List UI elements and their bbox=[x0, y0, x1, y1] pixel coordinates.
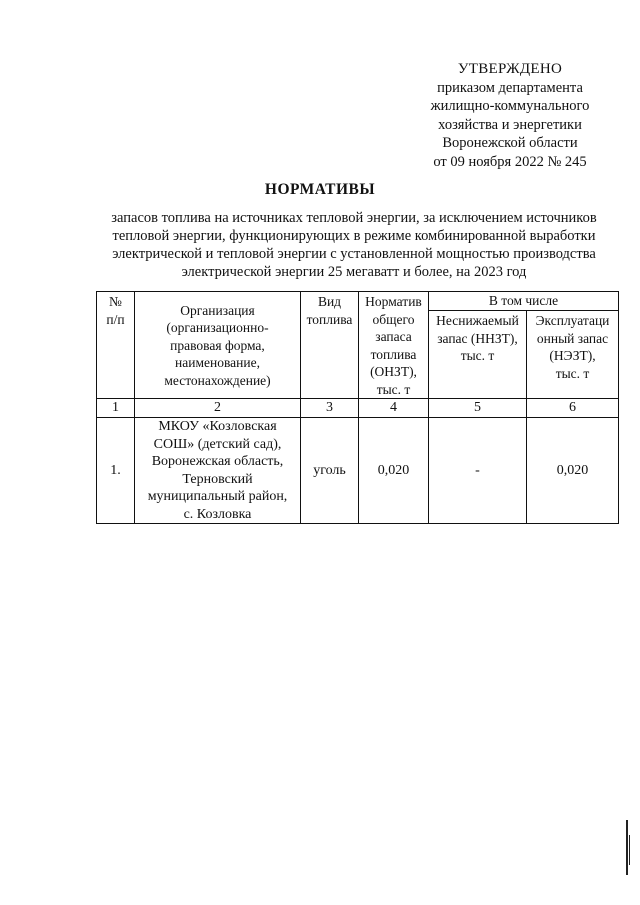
approval-title: УТВЕРЖДЕНО bbox=[457, 61, 563, 77]
column-number: 6 bbox=[527, 399, 619, 418]
document-title: НОРМАТИВЫ bbox=[264, 181, 376, 198]
header-total-norm: Норматив общего запаса топлива (ОНЗТ), тыс. т bbox=[359, 292, 429, 399]
approval-block bbox=[400, 60, 620, 171]
scan-mark bbox=[626, 820, 628, 875]
column-number: 2 bbox=[135, 399, 301, 418]
header-nezt: Эксплуатаци онный запас (НЭЗТ), тыс. т bbox=[527, 311, 619, 399]
cell-num: 1. bbox=[97, 418, 135, 524]
header-nnzt: Неснижаемый запас (ННЗТ), тыс. т bbox=[429, 311, 527, 399]
column-number: 5 bbox=[429, 399, 527, 418]
approval-line: от 09 ноября 2022 № 245 bbox=[433, 153, 587, 170]
header-group-including: В том числе bbox=[429, 292, 619, 311]
approval-line: хозяйства и энергетики bbox=[438, 116, 582, 133]
subtitle-line: электрической и тепловой энергии с установленной мощностью производства bbox=[112, 246, 596, 262]
table-header-row bbox=[97, 292, 619, 311]
cell-fuel-type: уголь bbox=[301, 418, 359, 524]
header-organization: Организация (организационно- правовая форма, наименование, местонахождение) bbox=[135, 292, 301, 399]
cell-nnzt: - bbox=[429, 418, 527, 524]
document-subtitle bbox=[92, 209, 616, 281]
norms-table bbox=[96, 291, 619, 524]
approval-line: Воронежской области bbox=[442, 135, 578, 151]
subtitle-line: тепловой энергии, функционирующих в режиме комбинированной выработки bbox=[112, 228, 596, 244]
cell-nezt: 0,020 bbox=[527, 418, 619, 524]
cell-organization: МКОУ «Козловская СОШ» (детский сад), Воронежская область, Терновский муниципальный район, с. Козловка bbox=[135, 418, 301, 524]
approval-line: приказом департамента bbox=[437, 79, 583, 96]
column-number-row bbox=[97, 399, 619, 418]
column-number: 4 bbox=[359, 399, 429, 418]
approval-line: жилищно-коммунального bbox=[430, 98, 590, 114]
subtitle-line: запасов топлива на источниках тепловой энергии, за исключением источников bbox=[111, 210, 597, 226]
cell-total-norm: 0,020 bbox=[359, 418, 429, 524]
subtitle-line: электрической энергии 25 мегаватт и более, на 2023 год bbox=[181, 264, 527, 280]
column-number: 1 bbox=[97, 399, 135, 418]
header-fuel-type: Вид топлива bbox=[301, 292, 359, 399]
header-num: № п/п bbox=[97, 292, 135, 399]
scan-mark bbox=[629, 835, 630, 865]
column-number: 3 bbox=[301, 399, 359, 418]
table-row bbox=[97, 418, 619, 524]
